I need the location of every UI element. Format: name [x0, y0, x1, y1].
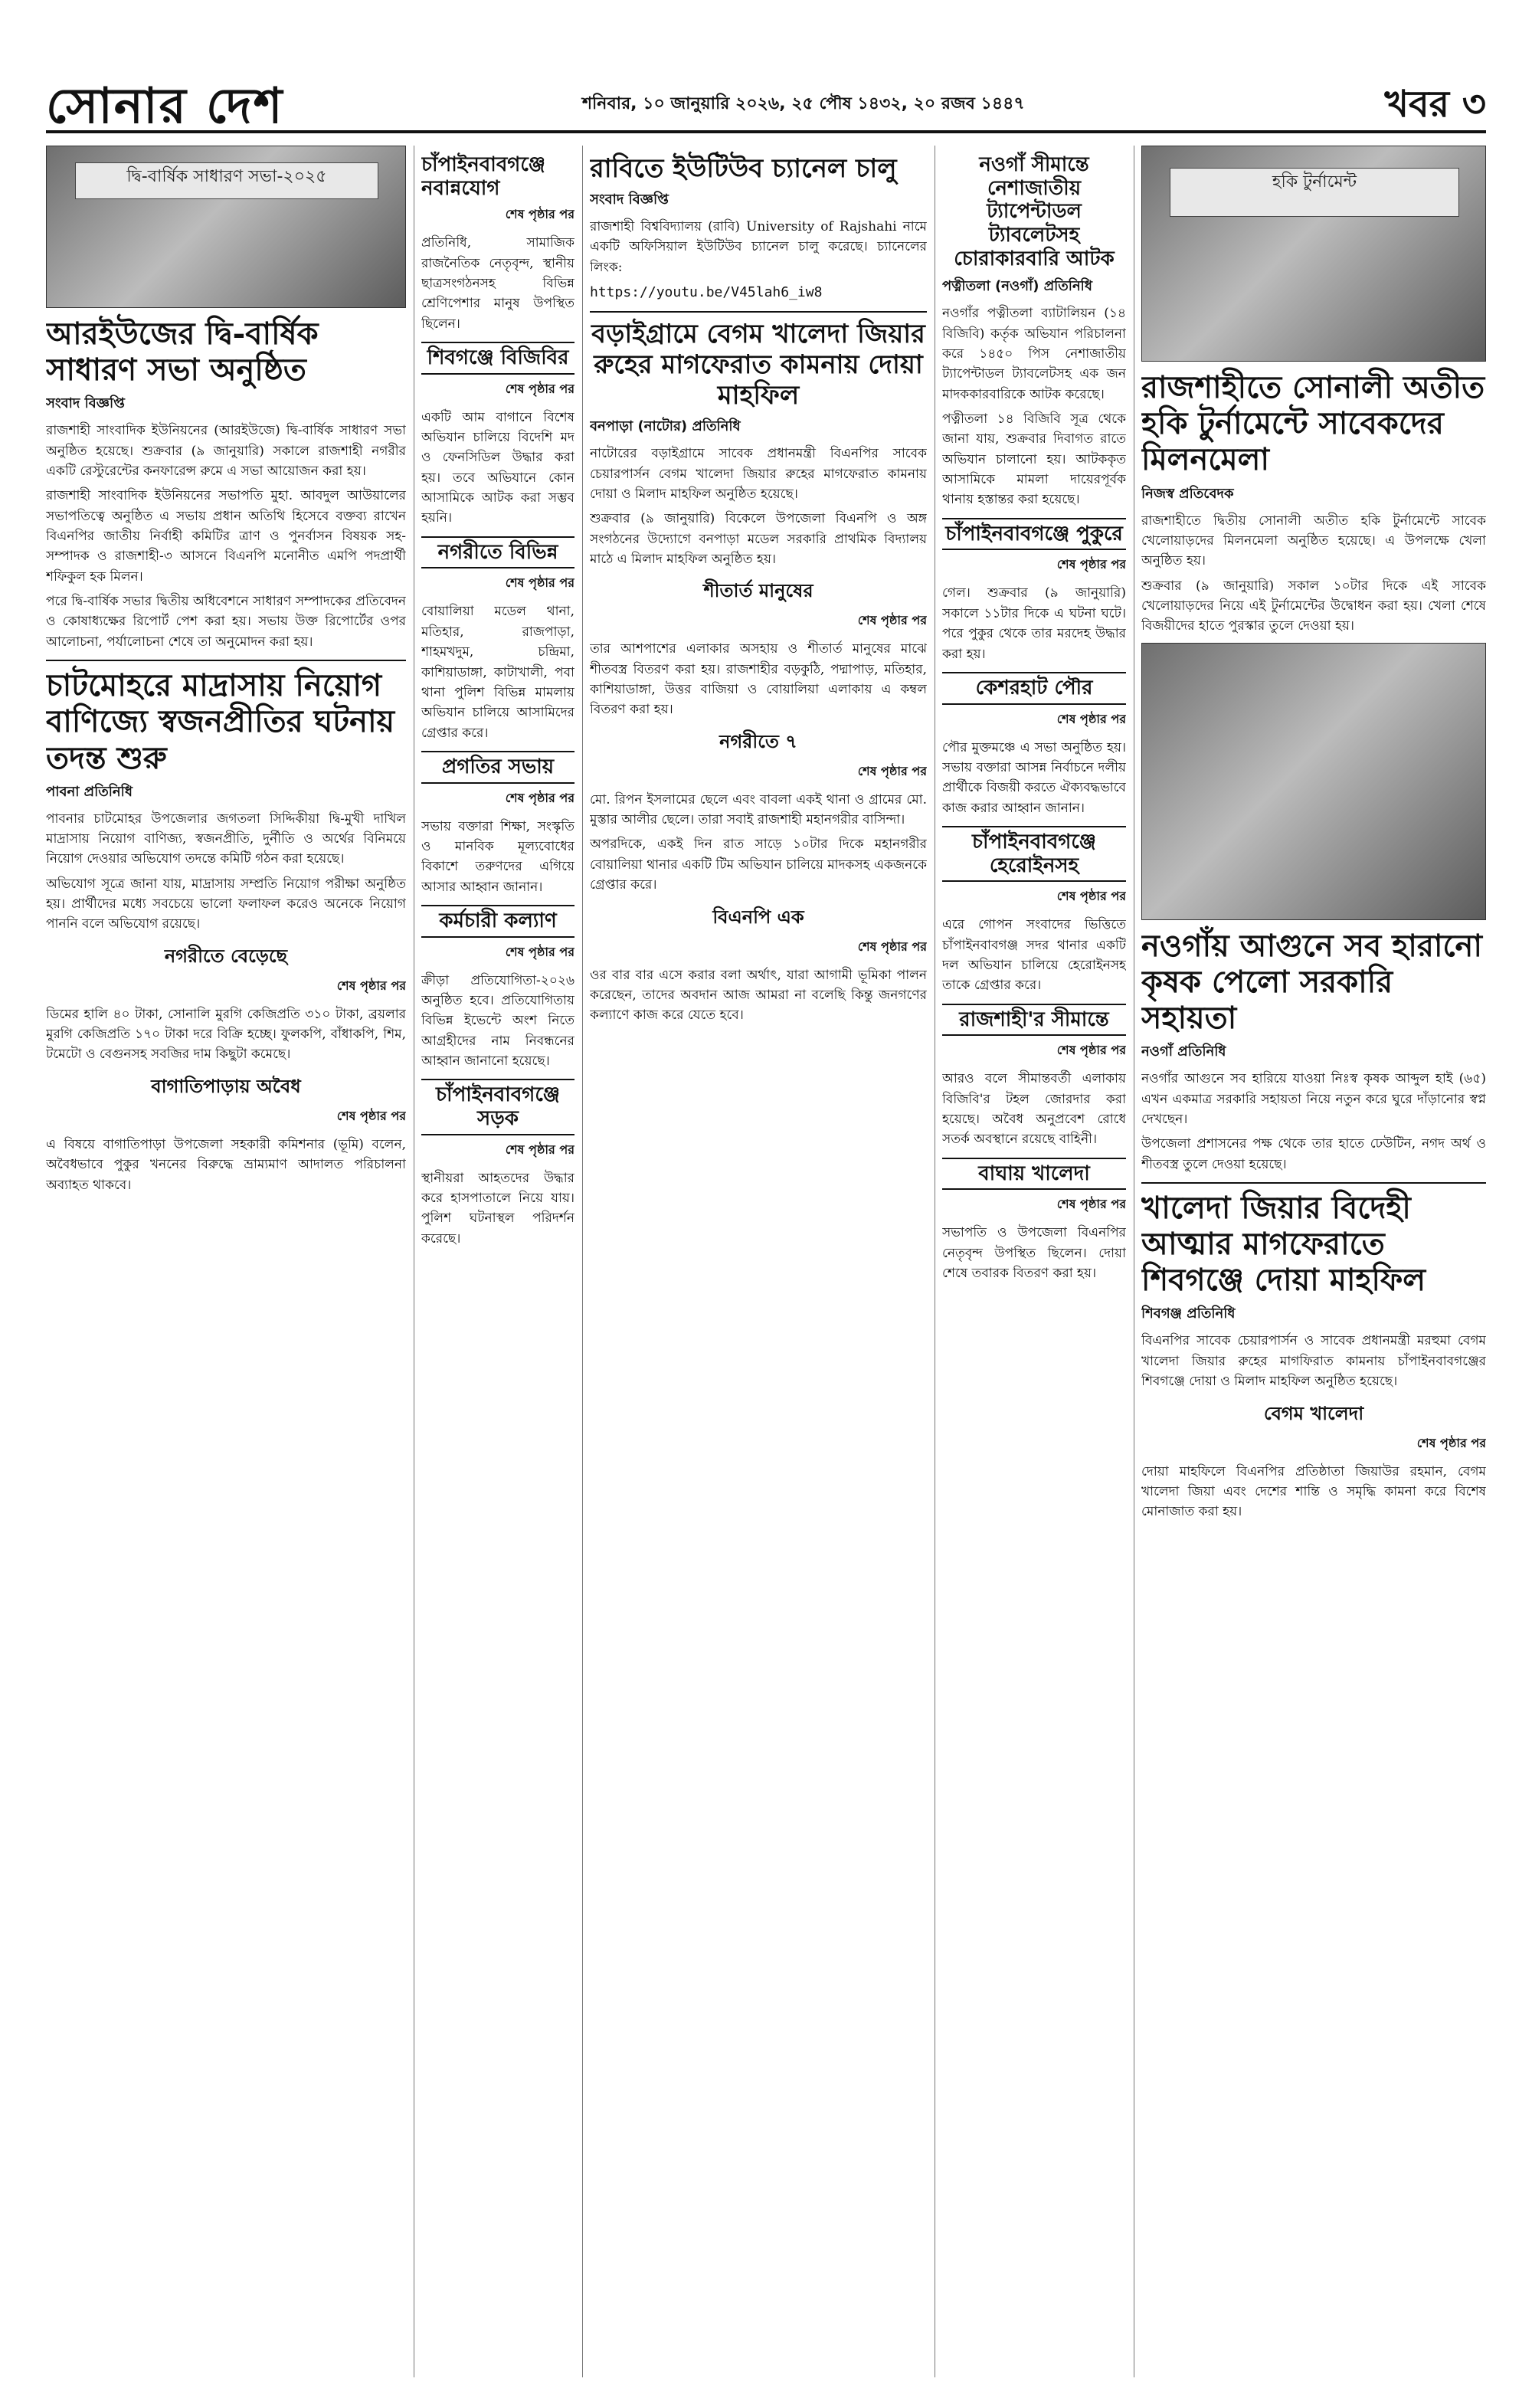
- continued-label: শেষ পৃষ্ঠার পর: [857, 613, 927, 628]
- subheadline: শীতার্ত মানুষের: [703, 579, 813, 602]
- headline: নওগাঁ সীমান্তে নেশাজাতীয় ট্যাপেন্টাডল ট্যাবলেটসহ চোরাকারবারি আটক: [954, 153, 1115, 270]
- paragraph: মো. রিপন ইসলামের ছেলে এবং বাবলা একই থানা ও গ্রামের মো. মুস্তার আলীর ছেলে। তারা সবাই রাজশাহী মহানগরীর বাসিন্দা।: [590, 791, 927, 828]
- article-body: [421, 408, 574, 529]
- paragraph: অপরদিকে, একই দিন রাত সাড়ে ১০টার দিকে মহানগরীর বোয়ালিয়া থানার একটি টিম অভিযান চালিয়ে মাদকসহ একজনকে গ্রেপ্তার করে।: [590, 837, 927, 893]
- headline: বড়াইগ্রামে বেগম খালেদা জিয়ার রুহের মাগফেরাত কামনায় দোয়া মাহফিল: [590, 311, 927, 411]
- continued-label: শেষ পৃষ্ঠার পর: [505, 1142, 574, 1157]
- dateline: শনিবার, ১০ জানুয়ারি ২০২৬, ২৫ পৌষ ১৪৩২, ২০ রজব ১৪৪৭: [582, 94, 1025, 113]
- subheadline: বাঘায় খালেদা: [942, 1158, 1126, 1191]
- newspaper-logo: সোনার দেশ: [46, 77, 284, 135]
- continued-label: শেষ পৃষ্ঠার পর: [1056, 889, 1126, 904]
- column-3: [590, 146, 927, 2377]
- byline: শিবগঞ্জ প্রতিনিধি: [1141, 1306, 1236, 1322]
- article-body: [421, 971, 574, 1072]
- paragraph: রাজশাহী বিশ্ববিদ্যালয় (রাবি) University of Rajshahi নামে একটি অফিসিয়াল ইউটিউব চ্যানেল চালু করেছে। চ্যানেলের লিংক:: [590, 219, 927, 275]
- article-body: [590, 444, 927, 569]
- paragraph: দোয়া মাহফিলে বিএনপির প্রতিষ্ঠাতা জিয়াউর রহমান, বেগম খালেদা জিয়া এবং দেশের শান্তি ও সমৃদ্ধি কামনা করে বিশেষ মোনাজাত করা হয়।: [1141, 1463, 1486, 1520]
- article-body: [1141, 511, 1486, 637]
- paragraph: তার আশপাশের এলাকার অসহায় ও শীতার্ত মানুষের মাঝে শীতবস্ত্র বিতরণ করা হয়। রাজশাহীর বড়কুঠি, পদ্মাপাড়, মতিহার, কাশিয়াডাঙ্গা, উত্তর বাজিয়া ও বোয়ালিয়া এলাকায় এ কম্বল বিতরণ করা হয়।: [590, 641, 927, 718]
- column-5: [1141, 146, 1486, 2377]
- paragraph: ডিমের হালি ৪০ টাকা, সোনালি মুরগি কেজিপ্রতি ৩১০ টাকা, ব্রয়লার মুরগি কেজিপ্রতি ১৭০ টাকা দরে বিক্রি হচ্ছে। ফুলকপি, বাঁধাকপি, শিম, টমেটো ও বেগুনসহ সবজির দাম কিছুটা কমেছে।: [46, 1006, 406, 1063]
- subheadline: বেগম খালেদা: [1263, 1401, 1364, 1424]
- column-2: [421, 146, 574, 2377]
- section-label: খবর ৩: [1384, 83, 1486, 126]
- paragraph: বিএনপির সাবেক চেয়ারপার্সন ও সাবেক প্রধানমন্ত্রী মরহুমা বেগম খালেদা জিয়ার রুহের মাগফিরাত কামনায় চাঁপাইনবাবগঞ্জের শিবগঞ্জে দোয়া ও মিলাদ মাহফিল অনুষ্ঠিত হয়েছে।: [1141, 1333, 1486, 1390]
- paragraph: এরে গোপন সংবাদের ভিত্তিতে চাঁপাইনবাবগঞ্জ সদর থানার একটি দল অভিযান চালিয়ে হেরোইনসহ তাকে গ্রেপ্তার করে।: [942, 917, 1126, 994]
- paragraph: সভাপতি ও উপজেলা বিএনপির নেতৃবৃন্দ উপস্থিত ছিলেন। দোয়া শেষে তবারক বিতরণ করা হয়।: [942, 1225, 1126, 1282]
- subheadline: চাঁপাইনবাবগঞ্জে সড়ক: [421, 1079, 574, 1135]
- continued-label: শেষ পৃষ্ঠার পর: [857, 763, 927, 778]
- article-body: [942, 1069, 1126, 1149]
- headline: চাটমোহরে মাদ্রাসায় নিয়োগ বাণিজ্যে স্বজনপ্রীতির ঘটনায় তদন্ত শুরু: [46, 660, 406, 776]
- continued-label: শেষ পৃষ্ঠার পর: [505, 381, 574, 396]
- article-body: [942, 303, 1126, 509]
- column-divider: [582, 146, 583, 2377]
- continued-label: শেষ পৃষ্ঠার পর: [857, 939, 927, 954]
- article-body: [46, 421, 406, 652]
- continued-label: শেষ পৃষ্ঠার পর: [505, 575, 574, 591]
- continued-label: শেষ পৃষ্ঠার পর: [505, 790, 574, 805]
- paragraph: আরও বলে সীমান্তবর্তী এলাকায় বিজিবি'র টহল জোরদার করা হয়েছে। অবৈধ অনুপ্রবেশ রোধে সতর্ক অবস্থানে রয়েছে বাহিনী।: [942, 1071, 1126, 1148]
- continued-label: শেষ পৃষ্ঠার পর: [1056, 1197, 1126, 1212]
- paragraph: প্রতিনিধি, সামাজিক রাজনৈতিক নেতৃবৃন্দ, স্থানীয় ছাত্রসংগঠনসহ বিভিন্ন শ্রেণিপেশার মানুষ উপস্থিত ছিলেন।: [421, 235, 574, 332]
- byline: নওগাঁ প্রতিনিধি: [1141, 1043, 1226, 1060]
- subheadline: শিবগঞ্জে বিজিবির: [421, 342, 574, 375]
- paragraph: স্থানীয়রা আহতদের উদ্ধার করে হাসপাতালে নিয়ে যায়। পুলিশ ঘটনাস্থল পরিদর্শন করেছে।: [421, 1170, 574, 1247]
- youtube-link[interactable]: https://youtu.be/V45lah6_iw8: [590, 284, 823, 301]
- article-body: [590, 639, 927, 719]
- news-photo: [1141, 146, 1486, 362]
- paragraph: ক্রীড়া প্রতিযোগিতা-২০২৬ অনুষ্ঠিত হবে। প্রতিযোগিতায় বিভিন্ন ইভেন্টে অংশ নিতে আগ্রহীদের নাম নিবন্ধনের আহ্বান জানানো হয়েছে।: [421, 972, 574, 1069]
- subheadline: বাগাতিপাড়ায় অবৈধ: [151, 1074, 301, 1097]
- byline: সংবাদ বিজ্ঞপ্তি: [46, 395, 125, 412]
- subheadline: চাঁপাইনবাবগঞ্জে হেরোইনসহ: [942, 826, 1126, 882]
- column-4: [942, 146, 1126, 2377]
- subheadline: নগরীতে বেড়েছে: [164, 944, 288, 967]
- article-body: [590, 965, 927, 1026]
- article-body: [590, 790, 927, 896]
- paragraph: সভায় বক্তারা শিক্ষা, সংস্কৃতি ও মানবিক মূল্যবোধের বিকাশে তরুণদের এগিয়ে আসার আহ্বান জানান।: [421, 818, 574, 895]
- paragraph: রাজশাহী সাংবাদিক ইউনিয়নের সভাপতি মুহা. আবদুল আউয়ালের সভাপতিত্বে অনুষ্ঠিত এ সভায় প্রধান অতিথি হিসেবে বক্তব্য রাখেন বিএনপির জাতীয় নির্বাহী কমিটির ত্রাণ ও পুনর্বাসন বিষয়ক সহ-সম্পাদক ও রাজশাহী-৩ আসনে বিএনপি মনোনীত এমপি পদপ্রার্থী শফিকুল হক মিলন।: [46, 488, 406, 585]
- article-body: [46, 1135, 406, 1195]
- continued-label: শেষ পৃষ্ঠার পর: [1056, 1043, 1126, 1058]
- paragraph: নওগাঁর আগুনে সব হারিয়ে যাওয়া নিঃস্ব কৃষক আব্দুল হাই (৬৫) এখন একমাত্র সরকারি সহায়তা নিয়ে নতুন করে ঘুরে দাঁড়ানোর স্বপ্ন দেখছেন।: [1141, 1071, 1486, 1127]
- paragraph: পরে দ্বি-বার্ষিক সভার দ্বিতীয় অধিবেশনে সাধারণ সম্পাদকের প্রতিবেদন ও কোষাধ্যক্ষের রিপোর্ট পেশ করা হয়। সভায় উক্ত রিপোর্টের ওপর আলোচনা, পর্যালোচনা শেষে তা অনুমোদন করা হয়।: [46, 594, 406, 650]
- byline: পাবনা প্রতিনিধি: [46, 783, 133, 800]
- paragraph: পৌর মুক্তমঞ্চে এ সভা অনুষ্ঠিত হয়। সভায় বক্তারা আসন্ন নির্বাচনে দলীয় প্রার্থীকে বিজয়ী করতে ঐক্যবদ্ধভাবে কাজ করার আহ্বান জানান।: [942, 739, 1126, 816]
- paragraph: নাটোরের বড়াইগ্রামে সাবেক প্রধানমন্ত্রী বিএনপির সাবেক চেয়ারপার্সন বেগম খালেদা জিয়ার রুহের মাগফেরাত কামনায় দোয়া ও মিলাদ মাহফিল অনুষ্ঠিত হয়েছে।: [590, 446, 927, 503]
- continued-label: শেষ পৃষ্ঠার পর: [336, 978, 406, 993]
- byline: পত্নীতলা (নওগাঁ) প্রতিনিধি: [942, 278, 1092, 295]
- headline: খালেদা জিয়ার বিদেহী আত্মার মাগফেরাতে শিবগঞ্জে দোয়া মাহফিল: [1141, 1182, 1486, 1299]
- byline: সংবাদ বিজ্ঞপ্তি: [590, 192, 669, 208]
- article-body: [942, 915, 1126, 995]
- article-body: [590, 217, 927, 303]
- farmer-photo: [1141, 643, 1486, 920]
- paragraph: শুক্রবার (৯ জানুয়ারি) সকাল ১০টার দিকে এই সাবেক খেলোয়াড়দের নিয়ে এই টুর্নামেন্টের উদ্বোধন করা হয়। খেলা শেষে বিজয়ীদের হাতে পুরস্কার তুলে দেওয়া হয়।: [1141, 578, 1486, 634]
- article-body: [421, 817, 574, 897]
- continued-label: শেষ পৃষ্ঠার পর: [1056, 711, 1126, 726]
- article-body: [1141, 1331, 1486, 1391]
- subheadline: বিএনপি এক: [712, 905, 804, 928]
- article-body: [421, 233, 574, 334]
- paragraph: নওগাঁর পত্নীতলা ব্যাটালিয়ন (১৪ বিজিবি) কর্তৃক অভিযান পরিচালনা করে ১৪৫০ পিস নেশাজাতীয় ট্যাপেন্টাডল ট্যাবলেটসহ এক জন মাদককারবারিকে আটক করেছে।: [942, 306, 1126, 402]
- paragraph: অভিযোগ সূত্রে জানা যায়, মাদ্রাসায় সম্প্রতি নিয়োগ পরীক্ষা অনুষ্ঠিত হয়। প্রার্থীদের মধ্যে সবচেয়ে ভালো ফলাফল করেও অনেকে নিয়োগ পাননি বলে অভিযোগ রয়েছে।: [46, 876, 406, 932]
- continued-label: শেষ পৃষ্ঠার পর: [336, 1108, 406, 1123]
- photo-banner: দ্বি-বার্ষিক সাধারণ সভা-২০২৫: [75, 162, 378, 199]
- paragraph: রাজশাহীতে দ্বিতীয় সোনালী অতীত হকি টুর্নামেন্টে সাবেক খেলোয়াড়দের মিলনমেলা অনুষ্ঠিত হয়েছে। এ উপলক্ষে খেলা অনুষ্ঠিত হয়।: [1141, 513, 1486, 569]
- article-body: [1141, 1069, 1486, 1175]
- article-body: [46, 809, 406, 935]
- continued-label: শেষ পৃষ্ঠার পর: [505, 944, 574, 959]
- article-body: [46, 1004, 406, 1065]
- photo-banner: হকি টুর্নামেন্ট: [1170, 168, 1459, 217]
- paragraph: পত্নীতলা ১৪ বিজিবি সূত্র থেকে জানা যায়, শুক্রবার দিবাগত রাতে অভিযান চালানো হয়। আটককৃত আসামিকে মামলা দায়েরপূর্বক থানায় হস্তান্তর করা হয়েছে।: [942, 411, 1126, 508]
- paragraph: ওর বার বার এসে করার বলা অর্থাৎ, যারা আগামী ভূমিকা পালন করেছেন, তাদের অবদান আজ আমরা না বলেছি কিন্তু জনগণের কল্যাণে কাজ করে যেতে হবে।: [590, 967, 927, 1024]
- paragraph: উপজেলা প্রশাসনের পক্ষ থেকে তার হাতে ঢেউটিন, নগদ অর্থ ও শীতবস্ত্র তুলে দেওয়া হয়েছে।: [1141, 1136, 1486, 1172]
- subheadline: কেশরহাট পৌর: [942, 672, 1126, 705]
- article-body: [942, 1223, 1126, 1283]
- subheadline: রাজশাহী'র সীমান্তে: [942, 1004, 1126, 1037]
- article-body: [942, 738, 1126, 818]
- paragraph: একটি আম বাগানে বিশেষ অভিযান চালিয়ে বিদেশি মদ ও ফেনসিডিল উদ্ধার করা হয়। তবে অভিযানে কোন আসামিকে আটক করা সম্ভব হয়নি।: [421, 409, 574, 526]
- masthead: [46, 69, 1486, 133]
- continued-label: শেষ পৃষ্ঠার পর: [1416, 1435, 1486, 1450]
- paragraph: এ বিষয়ে বাগাতিপাড়া উপজেলা সহকারী কমিশনার (ভূমি) বলেন, অবৈধভাবে পুকুর খননের বিরুদ্ধে ভ্রাম্যমাণ আদালত পরিচালনা অব্যাহত থাকবে।: [46, 1136, 406, 1193]
- article-body: [421, 601, 574, 742]
- byline: নিজস্ব প্রতিবেদক: [1141, 485, 1234, 502]
- subheadline: প্রগতির সভায়: [421, 751, 574, 784]
- headline: আরইউজের দ্বি-বার্ষিক সাধারণ সভা অনুষ্ঠিত: [46, 316, 319, 388]
- headline: রাজশাহীতে সোনালী অতীত হকি টুর্নামেন্টে সাবেকদের মিলনমেলা: [1141, 369, 1485, 478]
- subheadline: নগরীতে ৭: [719, 729, 797, 752]
- article-body: [421, 1168, 574, 1249]
- continued-label: শেষ পৃষ্ঠার পর: [1056, 557, 1126, 572]
- article-body: [1141, 1462, 1486, 1522]
- article-body: [942, 583, 1126, 663]
- column-1: [46, 146, 406, 2377]
- news-photo: [46, 146, 406, 308]
- paragraph: শুক্রবার (৯ জানুয়ারি) বিকেলে উপজেলা বিএনপি ও অঙ্গ সংগঠনের উদ্যোগে বনপাড়া মডেল সরকারি প্রাথমিক বিদ্যালয় মাঠে এ মিলাদ মাহফিল অনুষ্ঠিত হয়।: [590, 511, 927, 568]
- paragraph: গেল। শুক্রবার (৯ জানুয়ারি) সকালে ১১টার দিকে এ ঘটনা ঘটে। পরে পুকুর থেকে তার মরদেহ উদ্ধার করা হয়।: [942, 585, 1126, 662]
- paragraph: বোয়ালিয়া মডেল থানা, মতিহার, রাজপাড়া, শাহমখদুম, চন্দ্রিমা, কাশিয়াডাঙ্গা, কাটাখালী, পবা থানা পুলিশ বিভিন্ন মামলায় অভিযান চালিয়ে আসামিদের গ্রেপ্তার করে।: [421, 604, 574, 741]
- subheadline: চাঁপাইনবাবগঞ্জে পুকুরে: [942, 518, 1126, 551]
- byline: বনপাড়া (নাটোর) প্রতিনিধি: [590, 418, 741, 435]
- subheadline: চাঁপাইনবাবগঞ্জে নবান্নযোগ: [421, 153, 545, 200]
- headline: নওগাঁয় আগুনে সব হারানো কৃষক পেলো সরকারি সহায়তা: [1141, 927, 1483, 1036]
- paragraph: পাবনার চাটমোহর উপজেলার জগতলা সিদ্দিকীয়া দ্বি-মুখী দাখিল মাদ্রাসায় নিয়োগ বাণিজ্য, স্বজনপ্রীতি, দুর্নীতি ও অর্থের বিনিময়ে নিয়োগ দেওয়ার অভিযোগ তদন্তে কমিটি গঠন করা হয়েছে।: [46, 811, 406, 867]
- headline: রাবিতে ইউটিউব চ্যানেল চালু: [590, 153, 897, 184]
- subheadline: কর্মচারী কল্যাণ: [421, 905, 574, 938]
- subheadline: নগরীতে বিভিন্ন: [421, 536, 574, 569]
- paragraph: রাজশাহী সাংবাদিক ইউনিয়নের (আরইউজে) দ্বি-বার্ষিক সাধারণ সভা অনুষ্ঠিত হয়েছে। শুক্রবার (৯ জানুয়ারি) সকালে রাজশাহী নগরীর একটি রেস্টুরেন্টের কনফারেন্স রুমে এ সভা আয়োজন করা হয়।: [46, 423, 406, 480]
- continued-label: শেষ পৃষ্ঠার পর: [505, 207, 574, 222]
